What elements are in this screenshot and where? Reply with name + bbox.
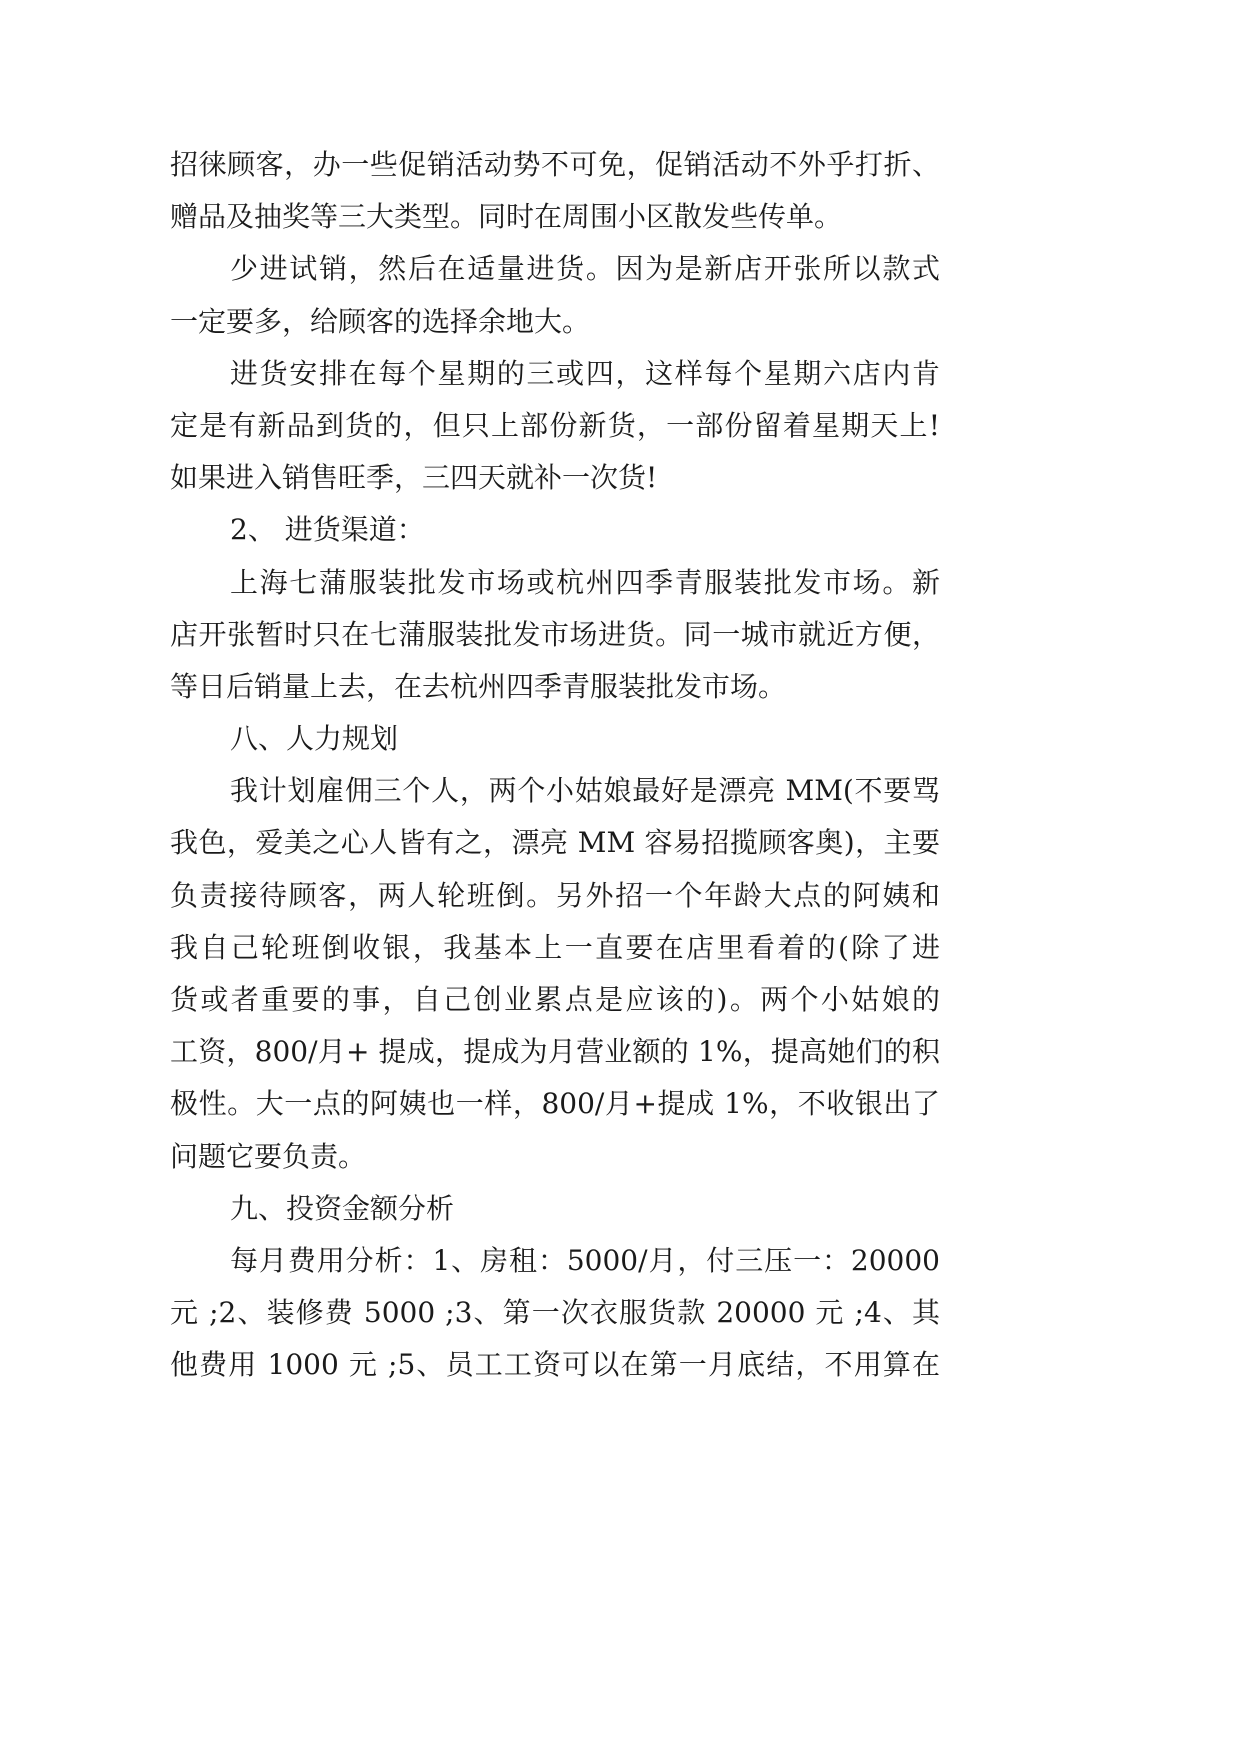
text-line: 定是有新品到货的，但只上部份新货，一部份留着星期天上! xyxy=(170,408,940,442)
heading-text: 八、人力规划 xyxy=(230,722,399,756)
section-heading xyxy=(170,713,940,765)
text-line: 他费用 1000 元 ;5、员工工资可以在第一月底结，不用算在 xyxy=(170,1348,940,1382)
paragraph xyxy=(170,139,940,243)
text-line: 问题它要负责。 xyxy=(170,1139,367,1173)
text-line: 少进试销，然后在适量进货。因为是新店开张所以款式 xyxy=(230,252,940,286)
text-line: 店开张暂时只在七蒲服装批发市场进货。同一城市就近方便， xyxy=(170,617,940,651)
text-line: 赠品及抽奖等三大类型。同时在周围小区散发些传单。 xyxy=(170,200,843,234)
paragraph xyxy=(170,243,940,347)
document-body xyxy=(170,139,940,1392)
text-line: 每月费用分析：1、房租：5000/月，付三压一：20000 xyxy=(230,1243,940,1277)
subsection-heading xyxy=(170,504,940,556)
text-line: 招徕顾客，办一些促销活动势不可免，促销活动不外乎打折、 xyxy=(170,148,940,181)
text-line: 货或者重要的事，自己创业累点是应该的)。两个小姑娘的 xyxy=(170,983,940,1016)
text-line: 我自己轮班倒收银，我基本上一直要在店里看着的(除了进 xyxy=(170,930,940,964)
text-line: 进货安排在每个星期的三或四，这样每个星期六店内肯 xyxy=(230,356,940,390)
text-line: 工资，800/月+ 提成，提成为月营业额的 1%，提高她们的积 xyxy=(170,1035,940,1069)
text-line: 我色，爱美之心人皆有之，漂亮 MM 容易招揽顾客奥)，主要 xyxy=(170,826,940,860)
paragraph xyxy=(170,765,940,1183)
paragraph xyxy=(170,557,940,714)
text-line: 我计划雇佣三个人，两个小姑娘最好是漂亮 MM(不要骂 xyxy=(230,774,940,808)
section-heading xyxy=(170,1183,940,1235)
heading-text: 九、投资金额分析 xyxy=(230,1191,455,1225)
text-line: 负责接待顾客，两人轮班倒。另外招一个年龄大点的阿姨和 xyxy=(170,878,940,912)
text-line: 极性。大一点的阿姨也一样，800/月+提成 1%，不收银出了 xyxy=(170,1087,940,1121)
text-line: 一定要多，给顾客的选择余地大。 xyxy=(170,304,591,338)
text-line: 上海七蒲服装批发市场或杭州四季青服装批发市场。新 xyxy=(230,565,940,599)
text-line: 如果进入销售旺季，三四天就补一次货! xyxy=(170,461,658,495)
paragraph xyxy=(170,1235,940,1392)
paragraph xyxy=(170,348,940,505)
text-line: 等日后销量上去，在去杭州四季青服装批发市场。 xyxy=(170,669,787,703)
text-line: 元 ;2、装修费 5000 ;3、第一次衣服货款 20000 元 ;4、其 xyxy=(170,1296,940,1330)
heading-text: 2、 进货渠道： xyxy=(230,513,425,547)
